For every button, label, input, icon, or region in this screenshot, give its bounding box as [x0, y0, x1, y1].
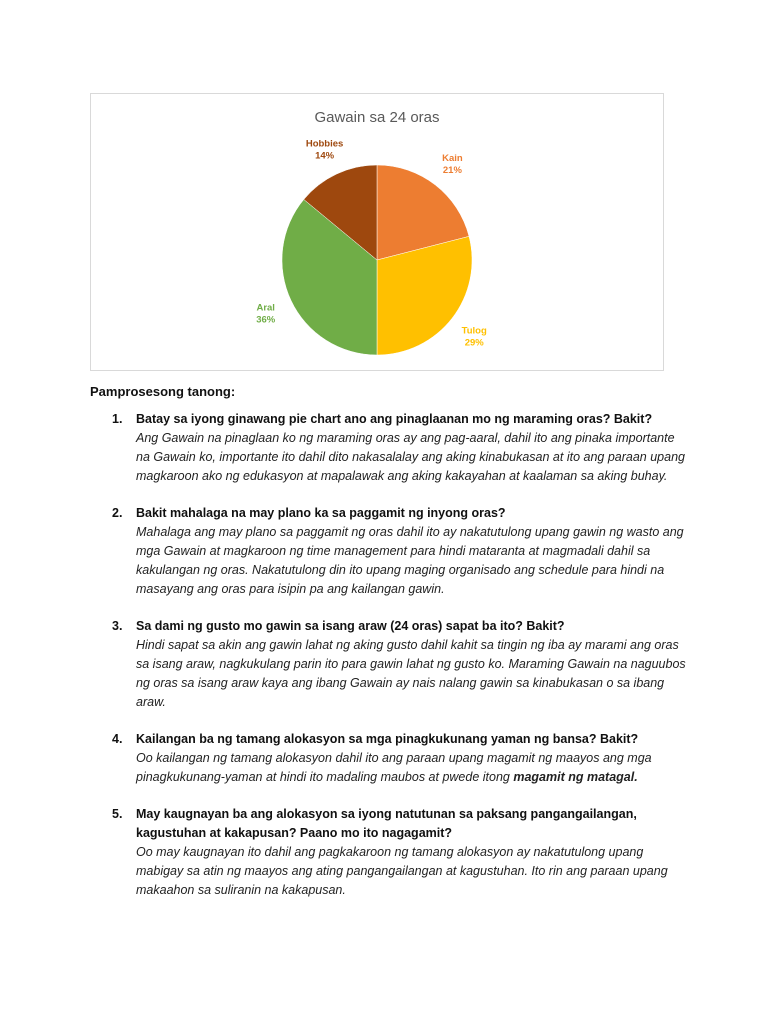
slice-value-label: 21% — [442, 164, 462, 176]
slice-label-tulog — [462, 325, 487, 348]
answer-body: Oo kailangan ng tamang alokasyon dahil ito ang paraan upang magamit ng maayos ang mga pinagkukunang-yaman at hindi ito madaling maubos at pwede itong — [136, 751, 652, 784]
questions-list — [90, 410, 690, 900]
question-number: 3. — [112, 619, 123, 633]
section-heading: Pamprosesong tanong: — [90, 384, 236, 399]
question-number: 2. — [112, 506, 123, 520]
question-text: Bakit mahalaga na may plano ka sa paggamit ng inyong oras? — [136, 506, 506, 520]
slice-value-label: 36% — [256, 314, 276, 326]
answer-text — [136, 749, 690, 787]
question-text: Kailangan ba ng tamang alokasyon sa mga pinagkukunang yaman ng bansa? Bakit? — [136, 732, 639, 746]
answer-text — [136, 429, 690, 486]
question-text: Sa dami ng gusto mo gawin sa isang araw (24 oras) sapat ba ito? Bakit? — [136, 619, 565, 633]
answer-text — [136, 843, 690, 900]
question-text: May kaugnayan ba ang alokasyon sa iyong natutunan sa paksang pangangailangan, kagustuhan at kakapusan? Paano mo ito nagagamit? — [136, 807, 637, 840]
chart-title: Gawain sa 24 oras — [314, 109, 440, 126]
answer-body: Mahalaga ang may plano sa paggamit ng oras dahil ito ay nakatutulong upang gawin ng wasto ang mga Gawain at magkaroon ng time management para hindi mataranta at magmadali dahil sa kakulangan ng oras. Nakatutulong din ito upang maging organisado ang schedule para hindi na masayang ang oras para isipin pa ang kailangan gawin. — [136, 525, 684, 596]
answer-text — [136, 636, 690, 712]
answer-text — [136, 523, 690, 599]
pie-chart — [91, 94, 663, 370]
answer-body: Ang Gawain na pinaglaan ko ng maraming oras ay ang pag-aaral, dahil ito ang pinaka importante na Gawain ko, importante ito dahil dito nakasalalay ang aking kinabukasan at ito ang paraan upang magkaroon ako ng edukasyon at mapalawak ang aking kakayahan at kaalaman sa aking buhay. — [136, 431, 685, 483]
slice-value-label: 14% — [315, 150, 335, 162]
answer-emphasis: magamit ng matagal. — [513, 770, 638, 784]
answer-body: Hindi sapat sa akin ang gawin lahat ng aking gusto dahil kahit sa tingin ng iba ay marami ang oras sa isang araw, nagkukulang parin ito para gawin lahat ng gusto ko. Maraming Gawain na naguubos ng oras sa isang araw kaya ang ibang Gawain ay nais nalang gawin sa kinabukasan o sa ibang araw. — [136, 638, 686, 709]
question-item — [90, 410, 690, 486]
slice-category-label: Aral — [256, 302, 275, 314]
question-number: 5. — [112, 807, 123, 821]
question-item — [90, 617, 690, 712]
slice-label-hobbies — [306, 139, 343, 162]
question-number: 4. — [112, 732, 123, 746]
question-item — [90, 805, 690, 900]
pie-chart-container — [90, 93, 664, 371]
slice-label-aral — [256, 302, 276, 325]
slice-label-kain — [442, 153, 463, 176]
answer-body: Oo may kaugnayan ito dahil ang pagkakaroon ng tamang alokasyon ay nakatutulong upang mabigay sa atin ng maayos ang ating pangangailangan at kagustuhan. Ito rin ang paraan upang makaahon sa suliranin na kakapusan. — [136, 845, 668, 897]
question-text: Batay sa iyong ginawang pie chart ano ang pinaglaanan mo ng maraming oras? Bakit? — [136, 412, 653, 426]
question-item — [90, 730, 690, 787]
question-number: 1. — [112, 412, 123, 426]
slice-category-label: Tulog — [461, 325, 487, 337]
slice-value-label: 29% — [464, 337, 484, 349]
slice-category-label: Kain — [442, 152, 463, 164]
question-item — [90, 504, 690, 599]
slice-category-label: Hobbies — [305, 138, 344, 150]
questions-section — [90, 384, 690, 918]
